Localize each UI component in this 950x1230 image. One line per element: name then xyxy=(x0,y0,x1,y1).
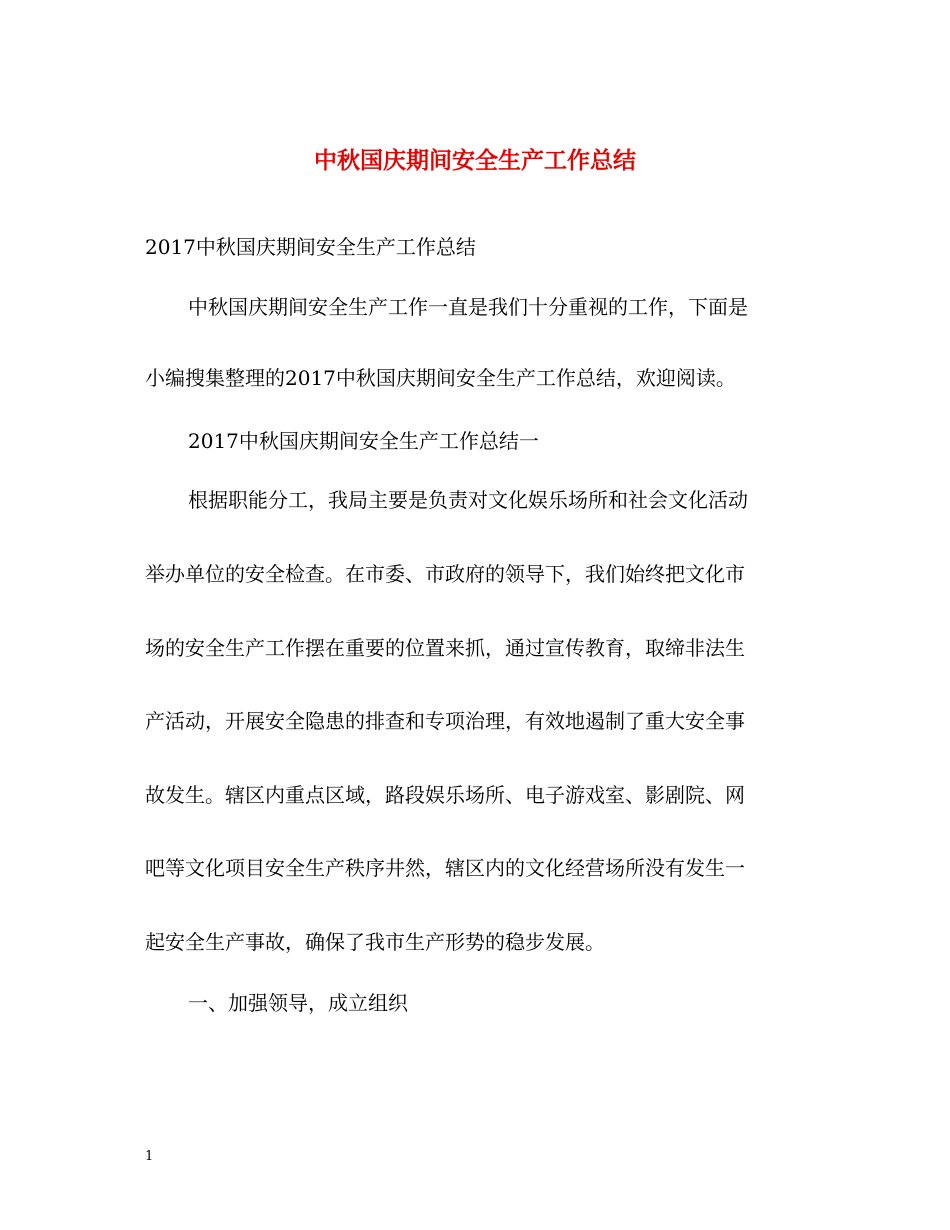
paragraph-line: 中秋国庆期间安全生产工作一直是我们十分重视的工作，下面是 xyxy=(188,295,748,319)
section-heading: 2017中秋国庆期间安全生产工作总结一 xyxy=(188,429,539,453)
paragraph-line: 产活动，开展安全隐患的排查和专项治理，有效地遏制了重大安全事 xyxy=(145,709,745,733)
paragraph-line: 小编搜集整理的2017中秋国庆期间安全生产工作总结，欢迎阅读。 xyxy=(145,366,736,390)
paragraph-line: 场的安全生产工作摆在重要的位置来抓，通过宣传教育，取缔非法生 xyxy=(145,636,745,660)
paragraph-line: 吧等文化项目安全生产秩序井然，辖区内的文化经营场所没有发生一 xyxy=(145,856,745,880)
section-heading: 一、加强领导，成立组织 xyxy=(188,991,408,1015)
paragraph-line: 举办单位的安全检查。在市委、市政府的领导下，我们始终把文化市 xyxy=(145,562,745,586)
subtitle-line: 2017中秋国庆期间安全生产工作总结 xyxy=(145,235,476,259)
paragraph-line: 故发生。辖区内重点区域，路段娱乐场所、电子游戏室、影剧院、网 xyxy=(145,783,745,807)
paragraph-line: 根据职能分工，我局主要是负责对文化娱乐场所和社会文化活动 xyxy=(188,488,748,512)
page-number: 1 xyxy=(145,1149,154,1164)
document-title: 中秋国庆期间安全生产工作总结 xyxy=(314,147,636,174)
paragraph-line: 起安全生产事故，确保了我市生产形势的稳步发展。 xyxy=(145,930,605,954)
